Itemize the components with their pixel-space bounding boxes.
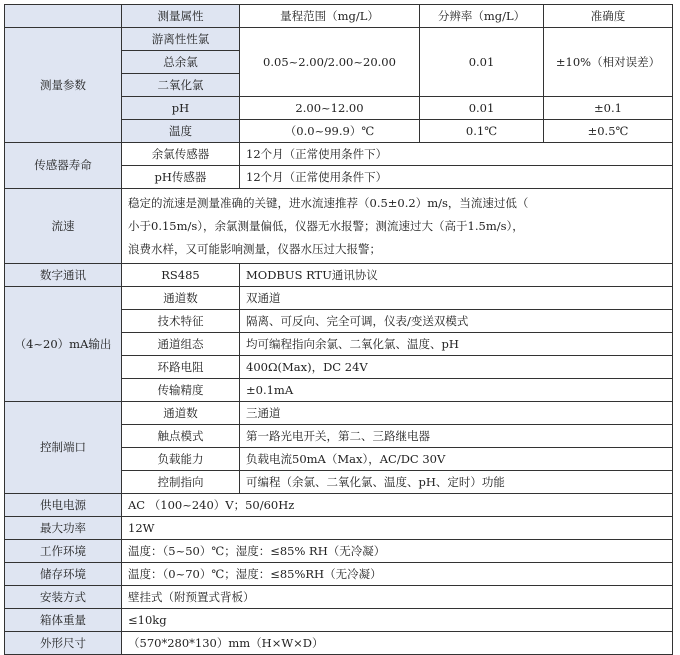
- category-control-port: 控制端口: [5, 402, 122, 494]
- row-value: 均可编程指向余氯、二氧化氯、温度、pH: [240, 333, 673, 356]
- row-value: （570*280*130）mm（H×W×D）: [122, 632, 673, 655]
- flow-line: 浪费水样，又可能影响测量，仪器水压过大报警；: [128, 241, 381, 256]
- category-ma-output: （4~20）mA输出: [5, 287, 122, 402]
- param-ph: pH: [122, 97, 240, 120]
- row-label: 触点模式: [122, 425, 240, 448]
- param-free-chlorine: 游离性性氯: [122, 28, 240, 51]
- row-value: 双通道: [240, 287, 673, 310]
- table-row: [5, 189, 673, 264]
- table-row: [5, 264, 673, 287]
- category-power-supply: 供电电源: [5, 494, 122, 517]
- table-header-row: [5, 5, 673, 28]
- row-label: pH传感器: [122, 166, 240, 189]
- category-installation: 安装方式: [5, 586, 122, 609]
- table-row: [5, 563, 673, 586]
- category-storage-env: 储存环境: [5, 563, 122, 586]
- table-row: [5, 609, 673, 632]
- header-range: 量程范围（mg/L）: [240, 5, 420, 28]
- param-temperature: 温度: [122, 120, 240, 143]
- header-accuracy: 准确度: [544, 5, 673, 28]
- category-dimensions: 外形尺寸: [5, 632, 122, 655]
- table-row: [5, 287, 673, 310]
- row-label: 通道组态: [122, 333, 240, 356]
- category-sensor-life: 传感器寿命: [5, 143, 122, 189]
- row-value: 12W: [122, 517, 673, 540]
- table-row: [5, 632, 673, 655]
- row-value: ±0.1mA: [240, 379, 673, 402]
- row-label: 通道数: [122, 402, 240, 425]
- row-label: 控制指向: [122, 471, 240, 494]
- table-row: [5, 143, 673, 166]
- row-value: 负载电流50mA（Max），AC/DC 30V: [240, 448, 673, 471]
- chlorine-range: 0.05~2.00/2.00~20.00: [240, 28, 420, 97]
- category-weight: 箱体重量: [5, 609, 122, 632]
- chlorine-resolution: 0.01: [420, 28, 544, 97]
- table-row: [5, 494, 673, 517]
- category-measurement: 测量参数: [5, 28, 122, 143]
- row-label: 技术特征: [122, 310, 240, 333]
- row-value: MODBUS RTU通讯协议: [240, 264, 673, 287]
- spec-table: [4, 4, 673, 655]
- header-resolution: 分辨率（mg/L）: [420, 5, 544, 28]
- row-label: RS485: [122, 264, 240, 287]
- table-row: [5, 517, 673, 540]
- row-value: ≤10kg: [122, 609, 673, 632]
- table-row: [5, 586, 673, 609]
- flow-line: 稳定的流速是测量准确的关键，进水流速推荐（0.5±0.2）m/s，当流速过低（: [128, 195, 529, 210]
- ph-range: 2.00~12.00: [240, 97, 420, 120]
- row-value: 第一路光电开关，第二、三路继电器: [240, 425, 673, 448]
- row-label: 余氯传感器: [122, 143, 240, 166]
- header-property: 测量属性: [122, 5, 240, 28]
- param-total-chlorine: 总余氯: [122, 51, 240, 74]
- row-label: 负载能力: [122, 448, 240, 471]
- table-row: [5, 540, 673, 563]
- row-value: 400Ω(Max)，DC 24V: [240, 356, 673, 379]
- flow-description: [122, 189, 673, 264]
- header-blank-cell: [5, 5, 122, 28]
- row-label: 传输精度: [122, 379, 240, 402]
- param-chlorine-dioxide: 二氧化氯: [122, 74, 240, 97]
- row-value: 可编程（余氯、二氧化氯、温度、pH、定时）功能: [240, 471, 673, 494]
- table-row: [5, 28, 673, 51]
- row-value: AC （100~240）V；50/60Hz: [122, 494, 673, 517]
- temp-accuracy: ±0.5℃: [544, 120, 673, 143]
- row-label: 通道数: [122, 287, 240, 310]
- row-value: 温度：（5~50）℃；湿度：≤85% RH（无冷凝）: [122, 540, 673, 563]
- category-operating-env: 工作环境: [5, 540, 122, 563]
- ph-accuracy: ±0.1: [544, 97, 673, 120]
- category-max-power: 最大功率: [5, 517, 122, 540]
- category-digital-comm: 数字通讯: [5, 264, 122, 287]
- row-value: 隔离、可反向、完全可调，仪表/变送双模式: [240, 310, 673, 333]
- row-value: 壁挂式（附预置式背板）: [122, 586, 673, 609]
- table-row: [5, 402, 673, 425]
- row-label: 环路电阻: [122, 356, 240, 379]
- row-value: 12个月（正常使用条件下）: [240, 166, 673, 189]
- ph-resolution: 0.01: [420, 97, 544, 120]
- chlorine-accuracy: ±10%（相对误差）: [544, 28, 673, 97]
- category-flow: 流速: [5, 189, 122, 264]
- row-value: 三通道: [240, 402, 673, 425]
- temp-range: （0.0~99.9）℃: [240, 120, 420, 143]
- flow-line: 小于0.15m/s），余氯测量偏低，仪器无水报警；测流速过大（高于1.5m/s），: [128, 218, 524, 233]
- row-value: 12个月（正常使用条件下）: [240, 143, 673, 166]
- row-value: 温度：（0~70）℃；湿度：≤85%RH（无冷凝）: [122, 563, 673, 586]
- temp-resolution: 0.1℃: [420, 120, 544, 143]
